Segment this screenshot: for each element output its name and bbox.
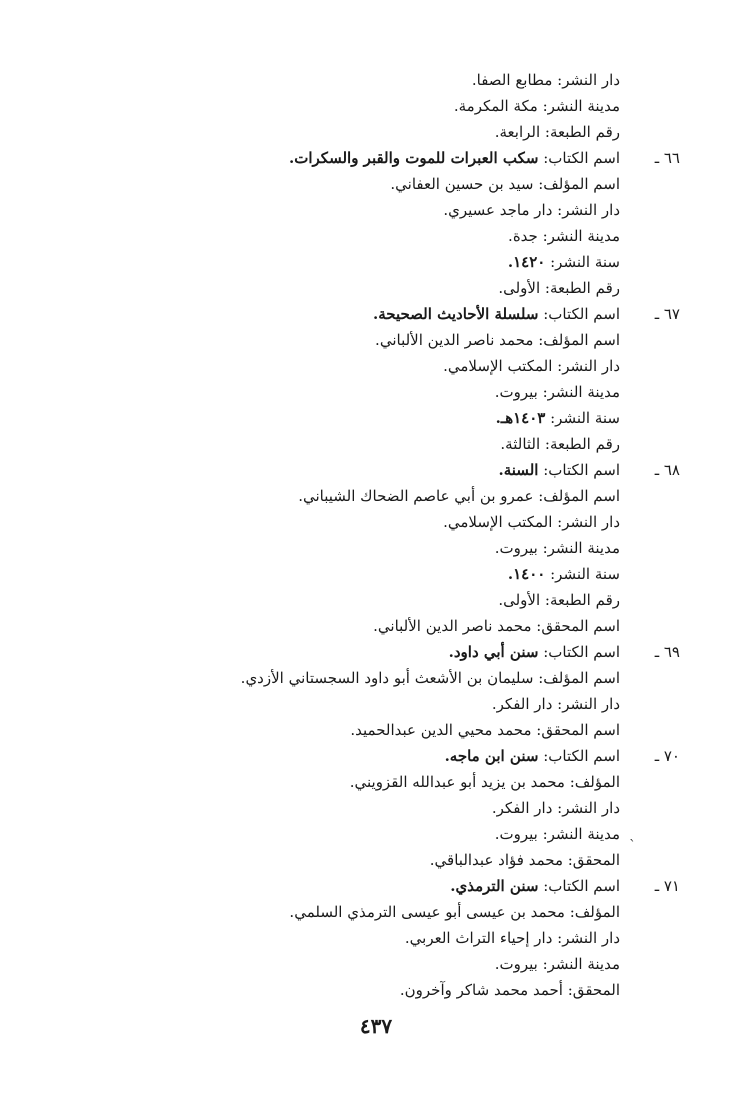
entry-detail-line <box>60 590 620 610</box>
entry-number: ٧١ ـ <box>654 877 680 895</box>
field-value: سلسلة الأحاديث الصحيحة. <box>373 305 539 323</box>
field-value: سنن أبي داود. <box>448 643 539 661</box>
entry-title-line <box>60 148 620 168</box>
entry-detail-line <box>60 122 620 142</box>
field-label: مدينة النشر: <box>537 97 620 115</box>
field-label: مدينة النشر: <box>537 227 620 245</box>
field-value: المكتب الإسلامي. <box>443 513 553 531</box>
field-label: رقم الطبعة: <box>540 123 620 141</box>
field-value: محمد بن عيسى أبو عيسى الترمذي السلمي. <box>289 903 565 921</box>
field-value: الثالثة. <box>500 435 541 453</box>
field-label: رقم الطبعة: <box>540 591 620 609</box>
entry-detail-line <box>60 850 620 870</box>
entry-detail-line <box>60 798 620 818</box>
entry-detail-line <box>60 200 620 220</box>
field-value: دار إحياء التراث العربي. <box>404 929 553 947</box>
field-label: اسم المحقق: <box>531 617 620 635</box>
field-value: محمد ناصر الدين الألباني. <box>373 617 532 635</box>
entry-detail-line <box>60 694 620 714</box>
entry-detail-line <box>60 720 620 740</box>
field-value: بيروت. <box>494 955 538 973</box>
entry-detail-line <box>60 96 620 116</box>
field-value: ١٤٢٠. <box>507 253 546 271</box>
field-label: دار النشر: <box>552 799 620 817</box>
entry-detail-line <box>60 824 620 844</box>
field-label: دار النشر: <box>552 357 620 375</box>
entry-detail-line <box>60 668 620 688</box>
entry-detail-line <box>60 330 620 350</box>
field-label: اسم الكتاب: <box>538 747 620 765</box>
entry-title-line <box>60 876 620 896</box>
field-value: محمد ناصر الدين الألباني. <box>375 331 534 349</box>
stray-mark: ` <box>629 838 636 854</box>
field-label: اسم المؤلف: <box>533 487 620 505</box>
field-value: بيروت. <box>494 825 538 843</box>
field-value: سنن الترمذي. <box>450 877 539 895</box>
page-number: ٤٣٧ <box>359 1014 393 1038</box>
field-value: سكب العبرات للموت والقبر والسكرات. <box>289 149 539 167</box>
entry-detail-line <box>60 486 620 506</box>
entry-detail-line <box>60 408 620 428</box>
field-value: سنن ابن ماجه. <box>444 747 539 765</box>
entry-detail-line <box>60 382 620 402</box>
field-label: اسم الكتاب: <box>538 149 620 167</box>
field-value: دار ماجد عسيري. <box>443 201 553 219</box>
field-label: اسم الكتاب: <box>538 643 620 661</box>
field-value: مكة المكرمة. <box>453 97 538 115</box>
field-value: مطابع الصفا. <box>471 71 553 89</box>
entry-detail-line <box>60 928 620 948</box>
field-value: بيروت. <box>494 539 538 557</box>
entry-detail-line <box>60 356 620 376</box>
field-value: أحمد محمد شاكر وآخرون. <box>399 981 563 999</box>
entry-number: ٦٦ ـ <box>654 149 680 167</box>
entry-detail-line <box>60 174 620 194</box>
entry-detail-line <box>60 434 620 454</box>
field-label: المحقق: <box>562 851 620 869</box>
entry-title-line <box>60 642 620 662</box>
field-label: رقم الطبعة: <box>540 435 620 453</box>
field-label: اسم الكتاب: <box>538 877 620 895</box>
entry-detail-line <box>60 616 620 636</box>
field-label: دار النشر: <box>552 71 620 89</box>
entry-title-line <box>60 746 620 766</box>
field-value: الأولى. <box>498 279 541 297</box>
field-label: اسم الكتاب: <box>538 305 620 323</box>
entry-detail-line <box>60 902 620 922</box>
field-value: محمد محيي الدين عبدالحميد. <box>350 721 532 739</box>
field-label: دار النشر: <box>552 695 620 713</box>
entry-detail-line <box>60 980 620 1000</box>
field-label: مدينة النشر: <box>537 825 620 843</box>
field-label: دار النشر: <box>552 201 620 219</box>
entry-detail-line <box>60 564 620 584</box>
entry-number: ٧٠ ـ <box>654 747 680 765</box>
entry-detail-line <box>60 70 620 90</box>
field-value: المكتب الإسلامي. <box>443 357 553 375</box>
entry-number: ٦٩ ـ <box>654 643 680 661</box>
field-label: مدينة النشر: <box>537 955 620 973</box>
field-label: اسم المؤلف: <box>533 175 620 193</box>
field-value: الرابعة. <box>494 123 541 141</box>
field-label: سنة النشر: <box>545 409 620 427</box>
field-label: مدينة النشر: <box>537 539 620 557</box>
field-value: سليمان بن الأشعث أبو داود السجستاني الأزدي. <box>240 669 534 687</box>
entry-detail-line <box>60 278 620 298</box>
field-label: المؤلف: <box>564 903 620 921</box>
field-value: ١٤٠٣هـ. <box>495 409 546 427</box>
field-value: عمرو بن أبي عاصم الضحاك الشيباني. <box>298 487 534 505</box>
field-label: رقم الطبعة: <box>540 279 620 297</box>
field-value: ١٤٠٠. <box>507 565 546 583</box>
field-label: اسم الكتاب: <box>538 461 620 479</box>
entry-detail-line <box>60 772 620 792</box>
entry-title-line <box>60 460 620 480</box>
entry-title-line <box>60 304 620 324</box>
entry-detail-line <box>60 512 620 532</box>
field-value: السنة. <box>498 461 539 479</box>
entry-detail-line <box>60 252 620 272</box>
field-label: سنة النشر: <box>545 253 620 271</box>
field-label: اسم المؤلف: <box>533 669 620 687</box>
field-label: دار النشر: <box>552 929 620 947</box>
field-label: المؤلف: <box>564 773 620 791</box>
field-value: محمد بن يزيد أبو عبدالله القزويني. <box>349 773 565 791</box>
field-value: الأولى. <box>498 591 541 609</box>
field-value: دار الفكر. <box>491 695 553 713</box>
entry-number: ٦٧ ـ <box>654 305 680 323</box>
entry-number: ٦٨ ـ <box>654 461 680 479</box>
field-label: اسم المحقق: <box>531 721 620 739</box>
field-value: سيد بن حسين العفاني. <box>390 175 534 193</box>
field-value: بيروت. <box>494 383 538 401</box>
entry-detail-line <box>60 226 620 246</box>
field-label: اسم المؤلف: <box>533 331 620 349</box>
field-label: مدينة النشر: <box>537 383 620 401</box>
field-label: دار النشر: <box>552 513 620 531</box>
field-label: سنة النشر: <box>545 565 620 583</box>
field-value: جدة. <box>508 227 538 245</box>
field-label: المحقق: <box>562 981 620 999</box>
field-value: دار الفكر. <box>491 799 553 817</box>
entry-detail-line <box>60 538 620 558</box>
field-value: محمد فؤاد عبدالباقي. <box>429 851 563 869</box>
entry-detail-line <box>60 954 620 974</box>
